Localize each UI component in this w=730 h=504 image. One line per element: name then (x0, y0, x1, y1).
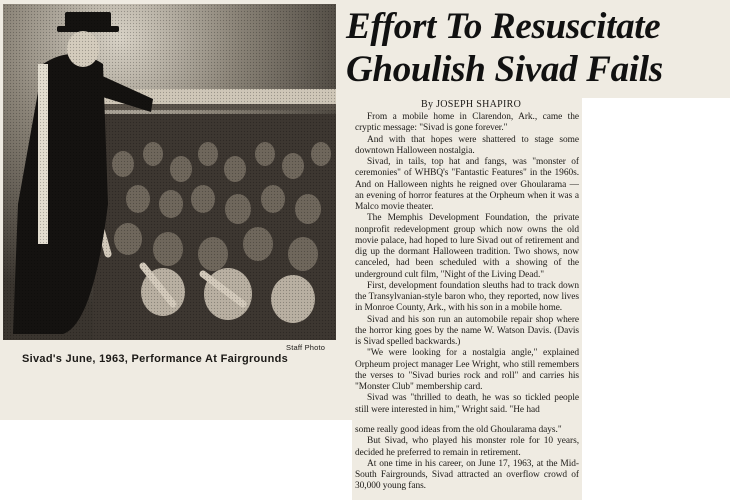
performance-photo (3, 4, 336, 340)
article-paragraph: some really good ideas from the old Ghoularama days." (355, 425, 562, 435)
photo-caption: Sivad's June, 1963, Performance At Fairgrounds (22, 353, 289, 365)
article-paragraph: Sivad, in tails, top hat and fangs, was "monster of ceremonies" of WHBQ's "Fantastic Features" in the 1960s. And on Halloween nights he reigned over Ghoularama — an evening of horror features at the Orpheum when it was a Malco movie theater. (355, 157, 579, 212)
byline: By JOSEPH SHAPIRO (421, 99, 522, 110)
article-paragraph: "We were looking for a nostalgia angle," explained Orpheum project manager Lee Wright, who still remembers the verses to "Sivad buries rock and roll" and carries his "Monster Club" membership card. (355, 348, 579, 392)
photo-credit: Staff Photo (286, 343, 326, 352)
headline-line-1: Effort To Resuscitate (346, 6, 661, 47)
article-paragraph: Sivad was "thrilled to death, he was so tickled people still were interested in him," Wright said. "He had (355, 393, 579, 415)
article-paragraph: Sivad and his son run an automobile repair shop where the horror king goes by the name W. Watson Davis. (Davis is Sivad spelled backwards.) (355, 314, 579, 347)
article-paragraph: At one time in his career, on June 17, 1963, at the Mid-South Fairgrounds, Sivad attracted an overflow crowd of 30,000 young fans. (355, 458, 579, 492)
article-paragraph: First, development foundation sleuths had to track down the Transylvanian-style baron who, they reported, now lives in Monroe County, Ark., with his son in a mobile home. (355, 280, 579, 314)
article-paragraph: From a mobile home in Clarendon, Ark., came the cryptic message: "Sivad is gone forever." (355, 112, 579, 134)
headline-line-2: Ghoulish Sivad Fails (346, 49, 663, 90)
article-paragraph: But Sivad, who played his monster role for 10 years, decided he preferred to remain in retirement. (355, 436, 579, 458)
article-column (355, 112, 579, 418)
article-paragraph: The Memphis Development Foundation, the private nonprofit redevelopment group which now owns the old movie palace, had hoped to lure Sivad out of retirement and dig up the dormant Halloween tradition. Two shows, now canceled, had been scheduled with a showing of the underground cult film, "Night of the Living Dead." (355, 213, 579, 280)
article-paragraph: And with that hopes were shattered to stage some downtown Halloween nostalgia. (355, 134, 579, 156)
article-continuation (355, 425, 579, 499)
